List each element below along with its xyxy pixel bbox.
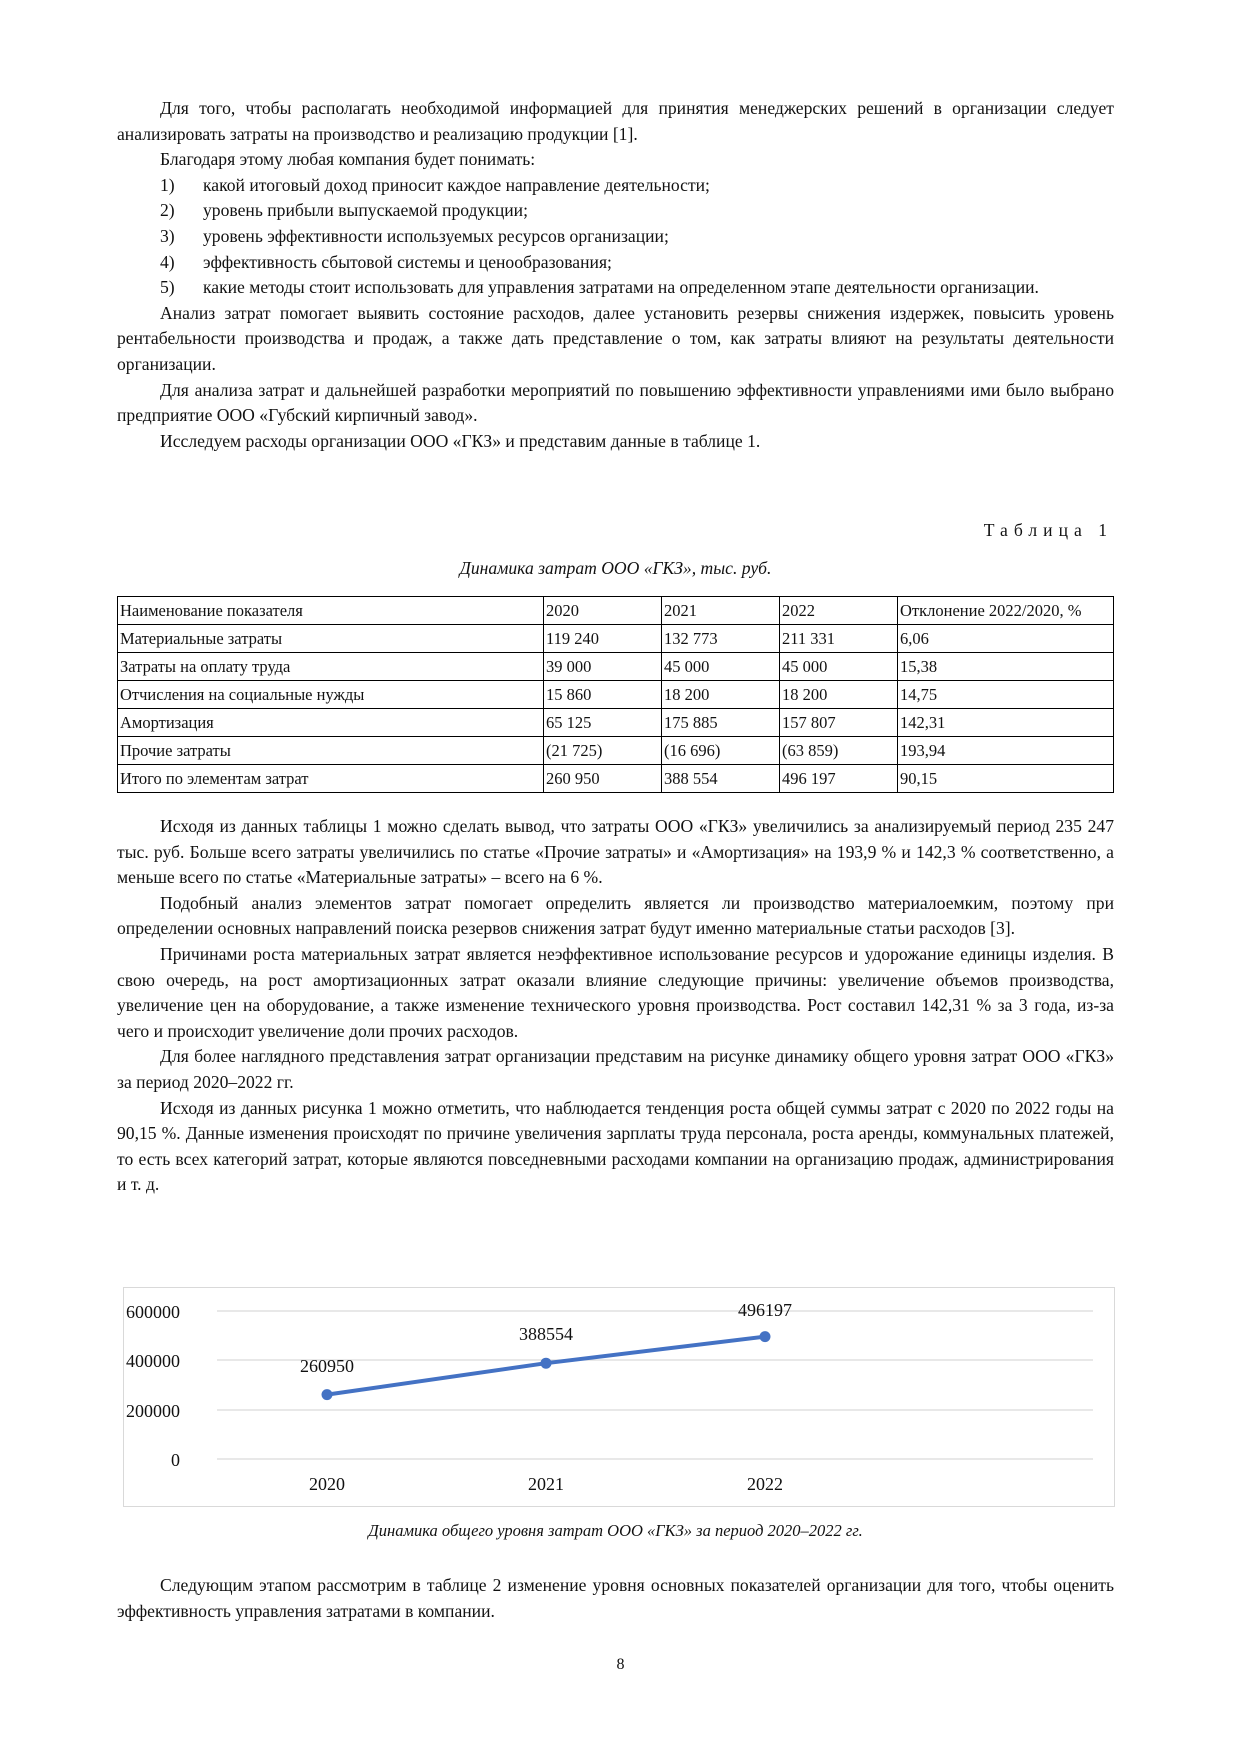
paragraph: Исходя из данных рисунка 1 можно отметить, что наблюдается тенденция роста общей суммы затрат с 2020 по 2022 годы на 90,15 %. Данные изменения происходят по причине увеличения зарплаты труда персонала, роста аренды, коммунальных платежей, то есть всех категорий затрат, которые являются повседневными расходами компании на организацию продаж, администрирования и т. д.	[117, 1097, 1114, 1195]
table-row	[118, 709, 1114, 737]
cost-table	[117, 596, 1114, 793]
table-header-cell: Отклонение 2022/2020, %	[898, 597, 1114, 625]
y-axis-labels	[126, 1302, 180, 1470]
table-cell: 18 200	[780, 681, 898, 709]
table-cell: Итого по элементам затрат	[118, 765, 544, 793]
table-row	[118, 653, 1114, 681]
table-cell: 119 240	[544, 625, 662, 653]
table-row	[118, 625, 1114, 653]
table-cell: 39 000	[544, 653, 662, 681]
paragraph: Причинами роста материальных затрат является неэффективное использование ресурсов и удорожание единицы изделия. В свою очередь, на рост амортизационных затрат оказали влияние следующие причины: увеличение объемов производства, увеличение цен на оборудование, а также изменение технического уровня производства. Рост составил 142,31 % за 3 года, из-за чего и происходит увеличение доли прочих расходов.	[117, 943, 1114, 1041]
figure-caption: Динамика общего уровня затрат ООО «ГКЗ» за период 2020–2022 гг.	[368, 1521, 863, 1540]
table-cell: 15 860	[544, 681, 662, 709]
list-number: 1)	[160, 174, 175, 195]
table-cell: 90,15	[898, 765, 1114, 793]
list-item	[117, 198, 1114, 224]
list-item-wrapped	[117, 275, 1114, 301]
list-text: уровень эффективности используемых ресурсов организации;	[203, 225, 669, 246]
table-cell: 388 554	[662, 765, 780, 793]
table-cell: 211 331	[780, 625, 898, 653]
table-cell: 157 807	[780, 709, 898, 737]
x-tick-label: 2021	[528, 1474, 564, 1494]
x-tick-label: 2020	[309, 1474, 345, 1494]
table-cell: Материальные затраты	[118, 625, 544, 653]
data-label: 260950	[300, 1356, 354, 1376]
list-text: уровень прибыли выпускаемой продукции;	[203, 200, 528, 221]
table-cell: 496 197	[780, 765, 898, 793]
data-label: 496197	[738, 1300, 792, 1320]
x-tick-label: 2022	[747, 1474, 783, 1494]
table-cell: 142,31	[898, 709, 1114, 737]
data-label: 388554	[519, 1324, 573, 1344]
list-number: 4)	[160, 251, 175, 272]
paragraph: Для более наглядного представления затрат организации представим на рисунке динамику общего уровня затрат ООО «ГКЗ» за период 2020–2022 гг.	[117, 1046, 1114, 1092]
page-number: 8	[616, 1656, 625, 1673]
paragraph: Для того, чтобы располагать необходимой информацией для принятия менеджерских решений в организации следует анализировать затраты на производство и реализацию продукции [1].	[117, 98, 1114, 144]
data-point	[541, 1358, 552, 1369]
table-cell: (16 696)	[662, 737, 780, 765]
table-cell: Затраты на оплату труда	[118, 653, 544, 681]
paragraph: Для анализа затрат и дальнейшей разработки мероприятий по повышению эффективности управлениями ими было выбрано предприятие ООО «Губский кирпичный завод».	[117, 379, 1114, 426]
table-total-row	[118, 765, 1114, 793]
y-tick-label: 600000	[126, 1302, 180, 1322]
data-point	[760, 1331, 771, 1342]
table-cell: 15,38	[898, 653, 1114, 681]
y-tick-label: 400000	[126, 1351, 180, 1371]
table-cell: 45 000	[662, 653, 780, 681]
line-chart	[123, 1287, 1115, 1507]
closing-section	[117, 1573, 1114, 1624]
table-cell: 14,75	[898, 681, 1114, 709]
paragraph: Исходя из данных таблицы 1 можно сделать вывод, что затраты ООО «ГКЗ» увеличились за анализируемый период 235 247 тыс. руб. Больше всего затраты увеличились по статье «Прочие затраты» и «Амортизация» на 193,9 % и 142,3 % соответственно, а меньше всего по статье «Материальные затраты» – всего на 6 %.	[117, 816, 1114, 888]
paragraph: Благодаря этому любая компания будет понимать:	[160, 149, 536, 170]
table-caption: Динамика затрат ООО «ГКЗ», тыс. руб.	[459, 558, 772, 578]
list-text: какой итоговый доход приносит каждое направление деятельности;	[203, 174, 710, 195]
list-text: какие методы стоит использовать для управления затратами на определенном этапе деятельности организации.	[203, 277, 1039, 298]
table-header-cell: 2021	[662, 597, 780, 625]
table-cell: 175 885	[662, 709, 780, 737]
table-cell: 193,94	[898, 737, 1114, 765]
paragraph: Следующим этапом рассмотрим в таблице 2 изменение уровня основных показателей организации для того, чтобы оценить эффективность управления затратами в компании.	[117, 1575, 1114, 1621]
chart-canvas	[124, 1288, 1114, 1506]
table-row	[118, 737, 1114, 765]
gridlines	[217, 1311, 1093, 1459]
table-cell: (63 859)	[780, 737, 898, 765]
table-cell: Отчисления на социальные нужды	[118, 681, 544, 709]
table-cell: 65 125	[544, 709, 662, 737]
list-item	[117, 250, 1114, 276]
list-item	[117, 173, 1114, 199]
table-header-cell: Наименование показателя	[118, 597, 544, 625]
table-cell: (21 725)	[544, 737, 662, 765]
paragraph: Подобный анализ элементов затрат помогает определить является ли производство материалоемким, поэтому при определении основных направлений поиска резервов снижения затрат будут именно материальные статьи расходов [3].	[117, 892, 1114, 939]
analysis-section	[117, 814, 1114, 1198]
list-text: эффективность сбытовой системы и ценообразования;	[203, 251, 612, 272]
table-header-cell: 2022	[780, 597, 898, 625]
data-point	[322, 1389, 333, 1400]
y-tick-label: 200000	[126, 1401, 180, 1421]
x-axis-labels	[309, 1474, 783, 1494]
table-cell: Амортизация	[118, 709, 544, 737]
list-item	[117, 224, 1114, 250]
intro-section	[117, 96, 1114, 454]
table-number-label: Таблица 1	[983, 520, 1113, 540]
list-number: 2)	[160, 200, 175, 221]
paragraph: Анализ затрат помогает выявить состояние расходов, далее установить резервы снижения издержек, повысить уровень рентабельности производства и продаж, а также дать представление о том, как затраты влияют на результаты деятельности организации.	[117, 302, 1114, 374]
y-tick-label: 0	[171, 1450, 180, 1470]
table-row	[118, 681, 1114, 709]
table-cell: 132 773	[662, 625, 780, 653]
list-number: 3)	[160, 225, 175, 246]
table-cell: 260 950	[544, 765, 662, 793]
list-number: 5)	[160, 277, 175, 298]
table-header-cell: 2020	[544, 597, 662, 625]
paragraph: Исследуем расходы организации ООО «ГКЗ» и представим данные в таблице 1.	[160, 430, 761, 451]
table-cell: Прочие затраты	[118, 737, 544, 765]
table-cell: 45 000	[780, 653, 898, 681]
table-header-row	[118, 597, 1114, 625]
table-cell: 6,06	[898, 625, 1114, 653]
table-cell: 18 200	[662, 681, 780, 709]
